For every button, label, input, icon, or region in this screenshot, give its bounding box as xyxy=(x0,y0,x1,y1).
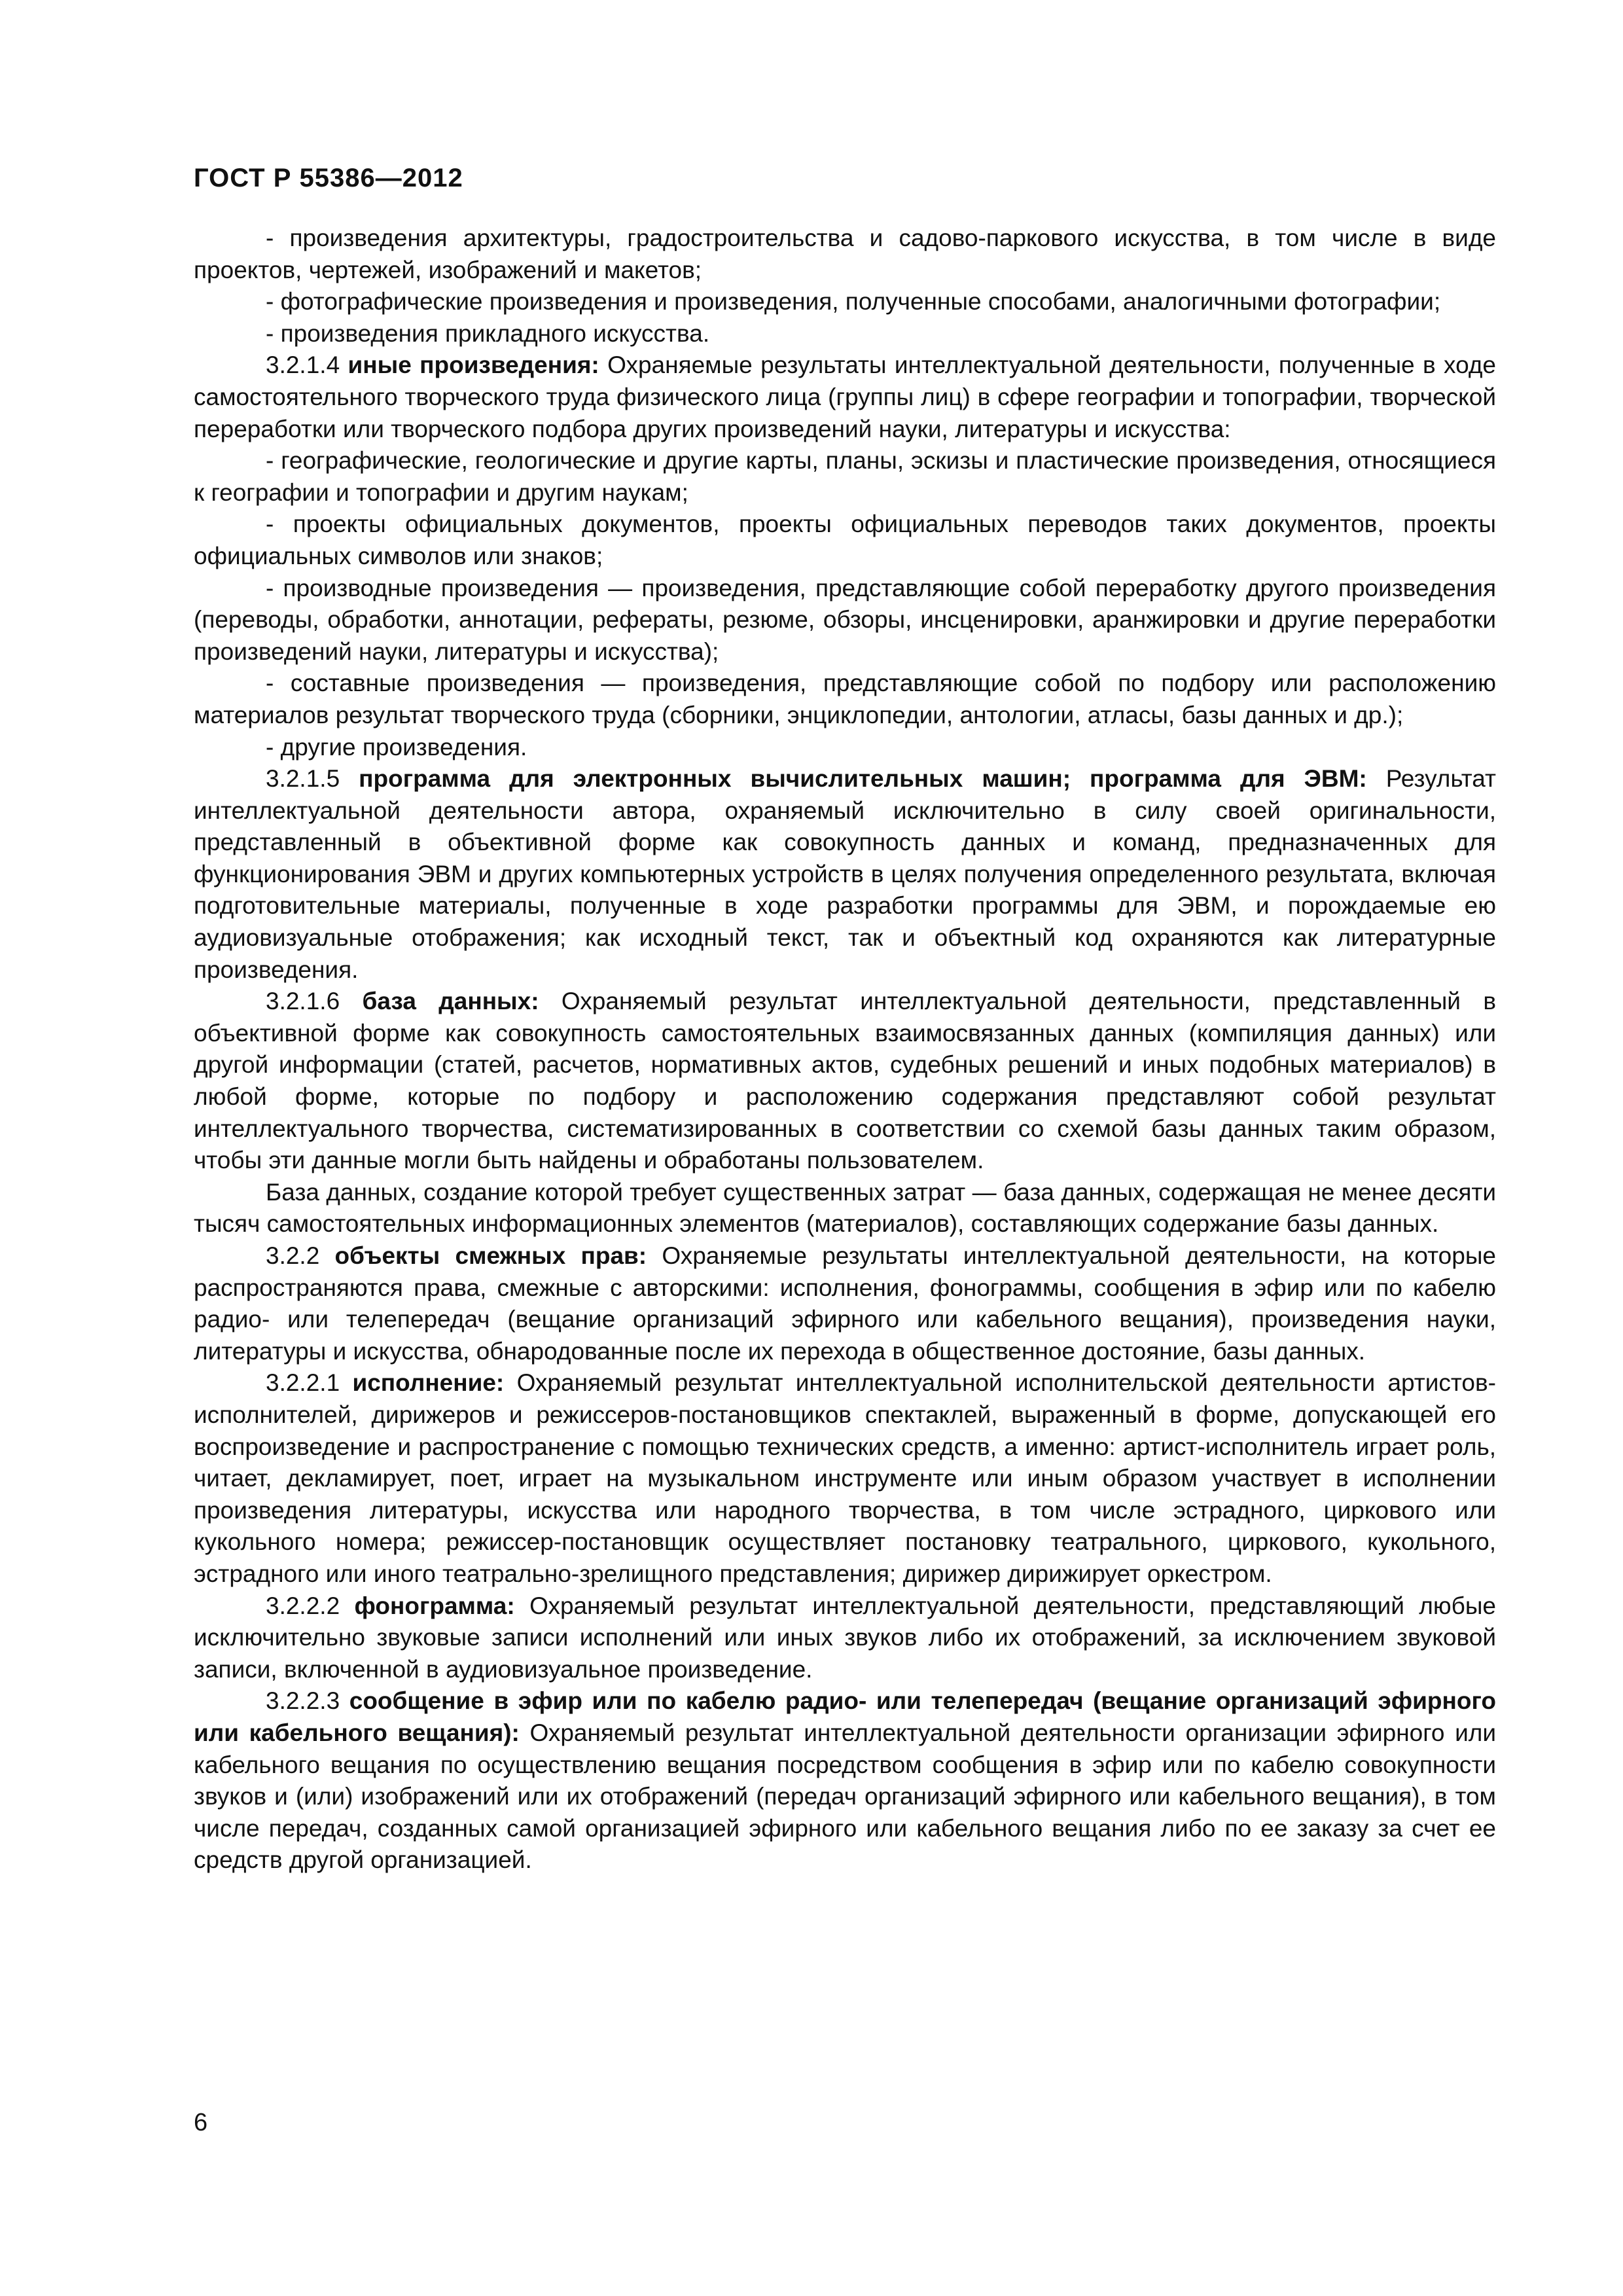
paragraph: 3.2.1.5 программа для электронных вычислительных машин; программа для ЭВМ: Результат интеллектуальной деятельности автора, охраняемый исключительно в силу своей оригинальности, представленный в объективной форме как совокупность данных и команд, предназначенных для функционирования ЭВМ и других компьютерных устройств в целях получения определенного результата, включая подготовительные материалы, полученные в ходе разработки программы для ЭВМ, и порождаемые ею аудиовизуальные отображения; как исходный текст, так и объектный код охраняются как литературные произведения. xyxy=(194,765,1496,983)
term: программа для электронных вычислительных машин; программа для ЭВМ: xyxy=(359,765,1367,793)
paragraph: - производные произведения — произведения, представляющие собой переработку другого произведения (переводы, обработки, аннотации, рефераты, резюме, обзоры, инсценировки, аранжировки и другие переработки произведений науки, литературы и искусства); xyxy=(194,574,1496,665)
paragraph: - другие произведения. xyxy=(266,733,527,761)
clause-number: 3.2.2 xyxy=(266,1242,335,1269)
paragraph: 3.2.2.2 фонограмма: Охраняемый результат интеллектуальной деятельности, представляющий любые исключительно звуковые записи исполнений или иных звуков либо их отображений, за исключением звуковой записи, включенной в аудиовизуальное произведение. xyxy=(194,1592,1496,1683)
clause-number: 3.2.2.1 xyxy=(266,1369,353,1397)
term: фонограмма: xyxy=(354,1592,515,1619)
clause-number: 3.2.1.4 xyxy=(266,351,348,379)
paragraph: 3.2.2.1 исполнение: Охраняемый результат интеллектуальной исполнительской деятельности артистов-исполнителей, дирижеров и режиссеров-постановщиков спектаклей, выраженный в форме, допускающей его воспроизведение и распространение с помощью технических средств, а именно: артист-исполнитель играет роль, читает, декламирует, поет, играет на музыкальном инструменте или иным образом участвует в исполнении произведения литературы, искусства или народного творчества, в том числе эстрадного, циркового или кукольного номера; режиссер-постановщик осуществляет постановку театрального, циркового, кукольного, эстрадного или иного театрально-зрелищного представления; дирижер дирижирует оркестром. xyxy=(194,1369,1496,1587)
clause-number: 3.2.1.6 xyxy=(266,988,363,1015)
clause-number: 3.2.2.3 xyxy=(266,1687,349,1715)
term: иные произведения: xyxy=(348,351,599,379)
paragraph: - проекты официальных документов, проекты официальных переводов таких документов, проекты официальных символов или знаков; xyxy=(194,511,1496,569)
paragraph: 3.2.1.4 иные произведения: Охраняемые результаты интеллектуальной деятельности, полученные в ходе самостоятельного творческого труда физического лица (группы лиц) в сфере географии и топографии, творческой переработки или творческого подбора других произведений науки, литературы и искусства: xyxy=(194,351,1496,442)
term: база данных: xyxy=(362,988,539,1015)
clause-number: 3.2.2.2 xyxy=(266,1592,355,1619)
document-header: ГОСТ Р 55386—2012 xyxy=(194,164,463,192)
paragraph: - фотографические произведения и произведения, полученные способами, аналогичными фотографии; xyxy=(266,288,1441,315)
paragraph: 3.2.2.3 сообщение в эфир или по кабелю радио- или телепередач (вещание организаций эфирного или кабельного вещания): Охраняемый результат интеллектуальной деятельности организации эфирного или кабельного вещания по осуществлению вещания посредством сообщения в эфир или по кабелю совокупности звуков и (или) изображений или их отображений (передач организаций эфирного или кабельного вещания), в том числе передач, созданных самой организацией эфирного или кабельного вещания либо по ее заказу за счет ее средств другой организацией. xyxy=(194,1687,1496,1874)
term: сообщение в эфир или по кабелю радио- или телепередач (вещание организаций эфирного или кабельного вещания): xyxy=(194,1687,1496,1746)
page-number: 6 xyxy=(194,2109,208,2136)
clause-number: 3.2.1.5 xyxy=(266,765,359,793)
paragraph: - составные произведения — произведения, представляющие собой по подбору или расположению материалов результат творческого труда (сборники, энциклопедии, антологии, атласы, базы данных и др.); xyxy=(194,670,1496,728)
paragraph: База данных, создание которой требует существенных затрат — база данных, содержащая не менее десяти тысяч самостоятельных информационных элементов (материалов), составляющих содержание базы данных. xyxy=(194,1178,1496,1238)
paragraph: - географические, геологические и другие карты, планы, эскизы и пластические произведения, относящиеся к географии и топографии и другим наукам; xyxy=(194,447,1496,506)
paragraph: - произведения прикладного искусства. xyxy=(266,319,710,347)
paragraph: 3.2.1.6 база данных: Охраняемый результат интеллектуальной деятельности, представленный в объективной форме как совокупность самостоятельных взаимосвязанных данных (компиляция данных) или другой информации (статей, расчетов, нормативных актов, судебных решений и иных подобных материалов) в любой форме, которые по подбору и расположению содержания представляют собой результат интеллектуального творчества, систематизированных в соответствии со схемой базы данных таким образом, чтобы эти данные могли быть найдены и обработаны пользователем. xyxy=(194,988,1496,1174)
term: исполнение: xyxy=(352,1369,505,1397)
term: объекты смежных прав: xyxy=(334,1242,647,1269)
paragraph: - произведения архитектуры, градостроительства и садово-паркового искусства, в том числе в виде проектов, чертежей, изображений и макетов; xyxy=(194,224,1496,283)
paragraph: 3.2.2 объекты смежных прав: Охраняемые результаты интеллектуальной деятельности, на которые распространяются права, смежные с авторскими: исполнения, фонограммы, сообщения в эфир или по кабелю радио- или телепередач (вещание организаций эфирного или кабельного вещания), произведения науки, литературы и искусства, обнародованные после их перехода в общественное достояние, базы данных. xyxy=(194,1242,1496,1365)
document-body xyxy=(194,223,1496,1876)
